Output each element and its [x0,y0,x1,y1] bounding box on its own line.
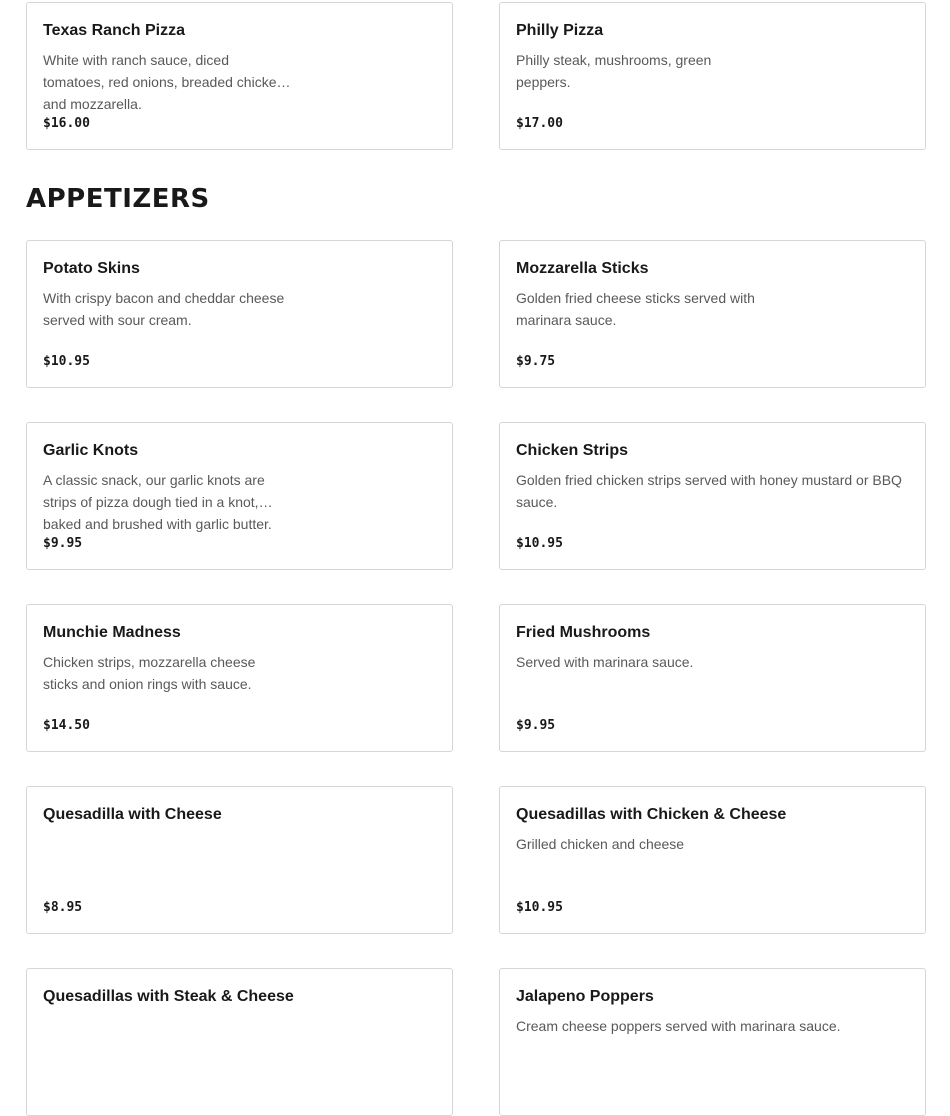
item-price: $8.95 [43,900,83,915]
item-description: Chicken strips, mozzarella cheese sticks and onion rings with sauce. [43,654,256,692]
item-price: $16.00 [43,116,90,131]
item-price: $9.95 [516,718,556,733]
item-price: $14.50 [43,718,90,733]
item-name: Potato Skins [43,260,140,277]
menu-item-card[interactable] [499,2,926,150]
item-price: $9.95 [43,536,83,551]
item-price: $17.00 [516,116,563,131]
item-name: Munchie Madness [43,624,181,641]
menu-item-card[interactable] [499,422,926,570]
menu-item-card[interactable] [499,240,926,388]
item-name: Mozzarella Sticks [516,260,649,277]
menu-item-card[interactable] [26,786,453,934]
item-description: Served with marinara sauce. [516,654,694,670]
item-name: Quesadilla with Cheese [43,806,222,823]
item-description: With crispy bacon and cheddar cheese served with sour cream. [43,290,285,328]
item-description: Golden fried chicken strips served with honey mustard or BBQ sauce. [516,472,902,510]
item-name: Jalapeno Poppers [516,988,654,1005]
item-name: Quesadillas with Chicken & Cheese [516,806,787,823]
item-price: $10.95 [516,900,563,915]
item-description: Philly steak, mushrooms, green peppers. [516,52,712,90]
menu-item-card[interactable] [26,968,453,1116]
item-name: Quesadillas with Steak & Cheese [43,988,294,1005]
item-price: $10.95 [43,354,90,369]
menu-item-card[interactable] [499,604,926,752]
item-name: Chicken Strips [516,442,629,459]
item-name: Fried Mushrooms [516,624,651,641]
item-description: A classic snack, our garlic knots are strips of pizza dough tied in a knot, baked and brushed with garlic butter. [43,472,272,532]
menu-item-card[interactable] [499,968,926,1116]
menu-item-card[interactable] [26,240,453,388]
menu-item-card[interactable] [26,604,453,752]
item-price: $10.95 [516,536,563,551]
item-description: Cream cheese poppers served with marinara sauce. [516,1018,841,1034]
item-name: Philly Pizza [516,22,604,39]
menu-item-card[interactable] [499,786,926,934]
item-name: Texas Ranch Pizza [43,22,185,39]
item-price: $9.75 [516,354,556,369]
item-description: White with ranch sauce, diced tomatoes, red onions, breaded chicken and mozzarella. [43,52,285,112]
section-title: APPETIZERS [26,184,210,214]
item-description: Golden fried cheese sticks served with marinara sauce. [516,290,755,328]
menu-item-card[interactable] [26,422,453,570]
menu-item-card[interactable] [26,2,453,150]
item-name: Garlic Knots [43,442,139,459]
item-description: Grilled chicken and cheese [516,836,685,852]
